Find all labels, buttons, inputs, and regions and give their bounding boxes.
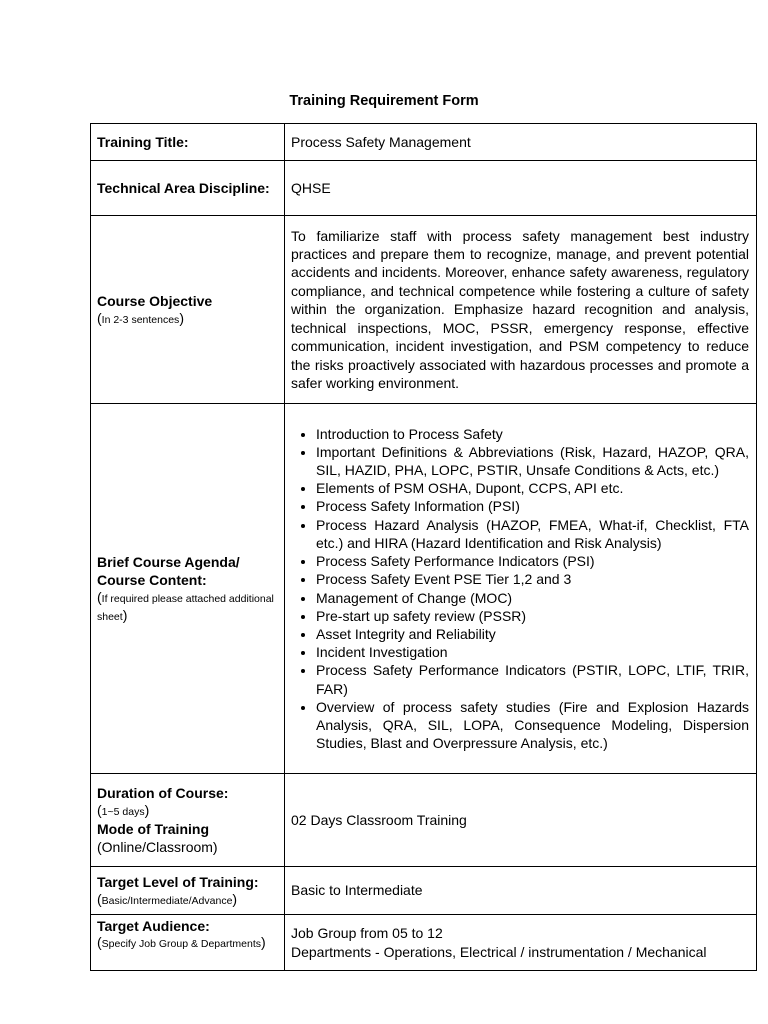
technical-area-label-cell [91, 161, 285, 216]
course-objective-label-cell [91, 216, 285, 404]
technical-area-value: QHSE [285, 161, 757, 216]
row-training-title [91, 124, 757, 161]
target-audience-label-cell [91, 915, 285, 971]
course-objective-label: Course Objective [97, 292, 213, 309]
row-technical-area [91, 161, 757, 216]
target-level-label: Target Level of Training: [97, 873, 259, 890]
agenda-label-cell [91, 404, 285, 774]
target-level-value: Basic to Intermediate [285, 867, 757, 915]
target-level-hint: (Basic/Intermediate/Advance) [97, 890, 238, 907]
agenda-item: • Process Safety Information (PSI) [316, 497, 749, 515]
agenda-item: • Process Safety Performance Indicators (PSI) [316, 552, 749, 570]
training-title-value: Process Safety Management [285, 124, 757, 161]
agenda-item: • Process Safety Performance Indicators (PSTIR, LOPC, LTIF, TRIR, FAR) [316, 661, 749, 697]
mode-of-training-label: Mode of Training [97, 821, 209, 837]
agenda-item: • Incident Investigation [316, 643, 749, 661]
target-audience-departments: Departments - Operations, Electrical / instrumentation / Mechanical [291, 943, 707, 960]
target-audience-job-group: Job Group from 05 to 12 [291, 925, 443, 942]
target-audience-label: Target Audience: [97, 918, 210, 934]
agenda-item: • Process Hazard Analysis (HAZOP, FMEA, What-if, Checklist, FTA etc.) and HIRA (Hazard Identification and Risk Analysis) [316, 516, 749, 552]
training-title-label: Training Title: [97, 134, 189, 150]
course-objective-value: To familiarize staff with process safety management best industry practices and prepare them to recognize, manage, and prevent potential accidents and incidents. Moreover, enhance safety awareness, regulatory compliance, and technical competence while fostering a culture of safety within the organization. Emphasize hazard recognition and analysis, technical inspections, MOC, PSSR, emergency response, effective communication, incident investigation, and PSM competency to reduce the risks proactively associated with hazardous processes and promote a safer working environment. [285, 216, 757, 404]
mode-of-training-hint: (Online/Classroom) [97, 839, 218, 855]
technical-area-label: Technical Area Discipline: [97, 180, 270, 196]
target-level-label-cell [91, 867, 285, 915]
form-title: Training Requirement Form [289, 93, 479, 109]
agenda-item: • Elements of PSM OSHA, Dupont, CCPS, API etc. [316, 479, 749, 497]
agenda-value [285, 404, 757, 774]
training-requirement-table [90, 123, 757, 971]
agenda-item: • Management of Change (MOC) [316, 589, 749, 607]
row-target-audience [91, 915, 757, 971]
agenda-item: • Important Definitions & Abbreviations (Risk, Hazard, HAZOP, QRA, SIL, HAZID, PHA, LOPC, PSTIR, Unsafe Conditions & Acts, etc.) [316, 443, 749, 479]
row-target-level [91, 867, 757, 915]
agenda-list [291, 425, 749, 753]
target-audience-hint: (Specify Job Group & Departments) [97, 934, 266, 950]
row-agenda [91, 404, 757, 774]
duration-hint: (1~5 days) [97, 802, 150, 818]
row-course-objective [91, 216, 757, 404]
agenda-item: • Asset Integrity and Reliability [316, 625, 749, 643]
agenda-item: • Process Safety Event PSE Tier 1,2 and 3 [316, 570, 749, 588]
agenda-item: • Introduction to Process Safety [316, 425, 749, 443]
duration-label-cell [91, 774, 285, 867]
duration-value: 02 Days Classroom Training [285, 774, 757, 867]
agenda-label: Brief Course Agenda/ Course Content: [97, 553, 240, 588]
row-duration [91, 774, 757, 867]
agenda-item: • Overview of process safety studies (Fire and Explosion Hazards Analysis, QRA, SIL, LOPA, Consequence Modeling, Dispersion Studies, Blast and Overpressure Analysis, etc.) [316, 698, 749, 753]
agenda-item: • Pre-start up safety review (PSSR) [316, 607, 749, 625]
target-audience-value-cell [285, 915, 757, 971]
course-objective-hint: (In 2-3 sentences) [97, 309, 184, 326]
duration-label: Duration of Course: [97, 785, 229, 801]
agenda-hint: (If required please attached additional sheet) [97, 588, 274, 623]
training-title-label-cell [91, 124, 285, 161]
